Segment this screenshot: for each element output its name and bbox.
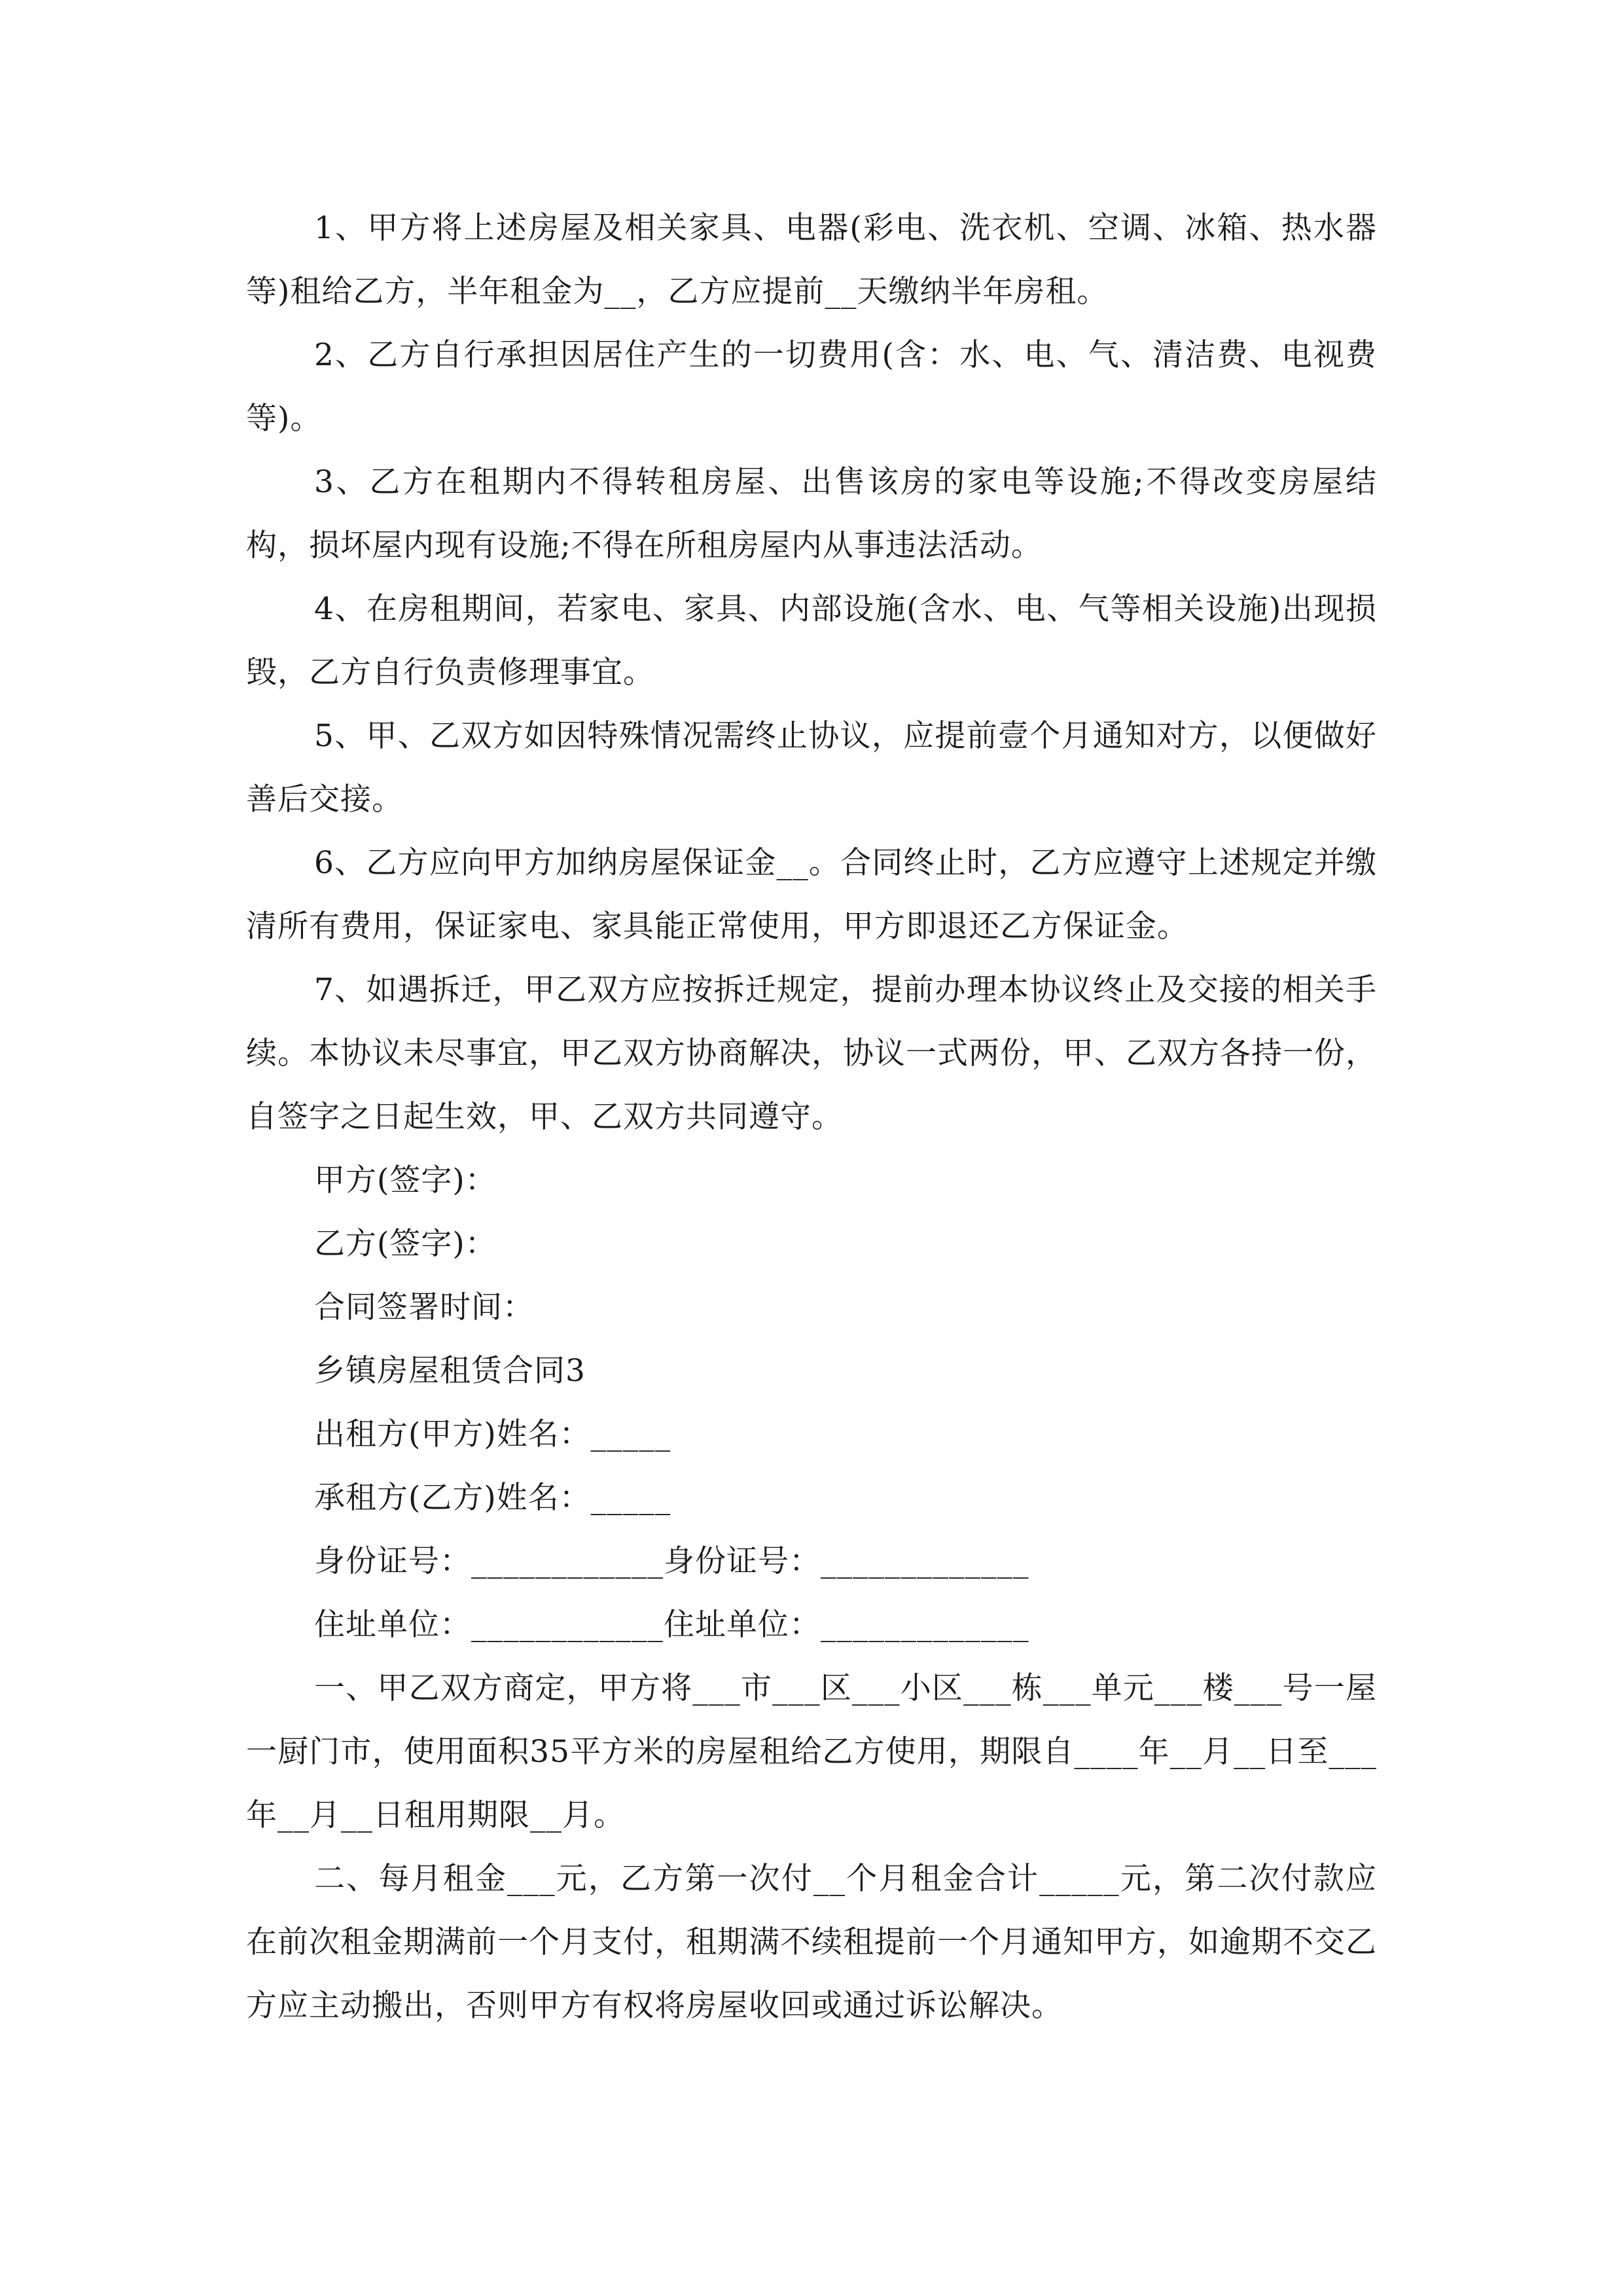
contract-3-title: 乡镇房屋租赁合同3 (314, 1353, 586, 1389)
signing-date: 合同签署时间： (314, 1289, 534, 1325)
lessee-name: 承租方(乙方)姓名：_____ (314, 1480, 671, 1516)
clause-6: 6、乙方应向甲方加纳房屋保证金__。合同终止时，乙方应遵守上述规定并缴清所有费用，保证家电、家具能正常使用，甲方即退还乙方保证金。 (246, 845, 1377, 944)
clause-4: 4、在房租期间，若家电、家具、内部设施(含水、电、气等相关设施)出现损毁，乙方自行负责修理事宜。 (246, 591, 1377, 691)
clause-3: 3、乙方在租期内不得转租房屋、出售该房的家电等设施;不得改变房屋结构，损坏屋内现有设施;不得在所租房屋内从事违法活动。 (246, 464, 1377, 564)
clause-2: 2、乙方自行承担因居住产生的一切费用(含：水、电、气、清洁费、电视费等)。 (246, 337, 1377, 437)
clause-7: 7、如遇拆迁，甲乙双方应按拆迁规定，提前办理本协议终止及交接的相关手续。本协议未尽事宜，甲乙双方协商解决，协议一式两份，甲、乙双方各持一份，自签字之日起生效，甲、乙双方共同遵守。 (246, 972, 1377, 1135)
address-line: 住址单位：____________住址单位：_____________ (314, 1607, 1029, 1643)
party-a-signature: 甲方(签字)： (314, 1162, 497, 1198)
contract-3-clause-2: 二、每月租金___元，乙方第一次付__个月租金合计_____元，第二次付款应在前次租金期满前一个月支付，租期满不续租提前一个月通知甲方，如逾期不交乙方应主动搬出，否则甲方有权将房屋收回或通过诉讼解决。 (246, 1861, 1377, 2024)
id-number-line: 身份证号：____________身份证号：_____________ (314, 1543, 1029, 1579)
clause-1: 1、甲方将上述房屋及相关家具、电器(彩电、洗衣机、空调、冰箱、热水器等)租给乙方，半年租金为__，乙方应提前__天缴纳半年房租。 (246, 210, 1377, 310)
contract-3-clause-1: 一、甲乙双方商定，甲方将___市___区___小区___栋___单元___楼___号一屋一厨门市，使用面积35平方米的房屋租给乙方使用，期限自____年__月__日至___年__月__日租用期限__月。 (246, 1670, 1377, 1833)
clause-5: 5、甲、乙双方如因特殊情况需终止协议，应提前壹个月通知对方，以便做好善后交接。 (246, 718, 1377, 817)
party-b-signature: 乙方(签字)： (314, 1226, 497, 1262)
contract-body (246, 196, 1377, 2037)
lessor-name: 出租方(甲方)姓名：_____ (314, 1416, 671, 1452)
